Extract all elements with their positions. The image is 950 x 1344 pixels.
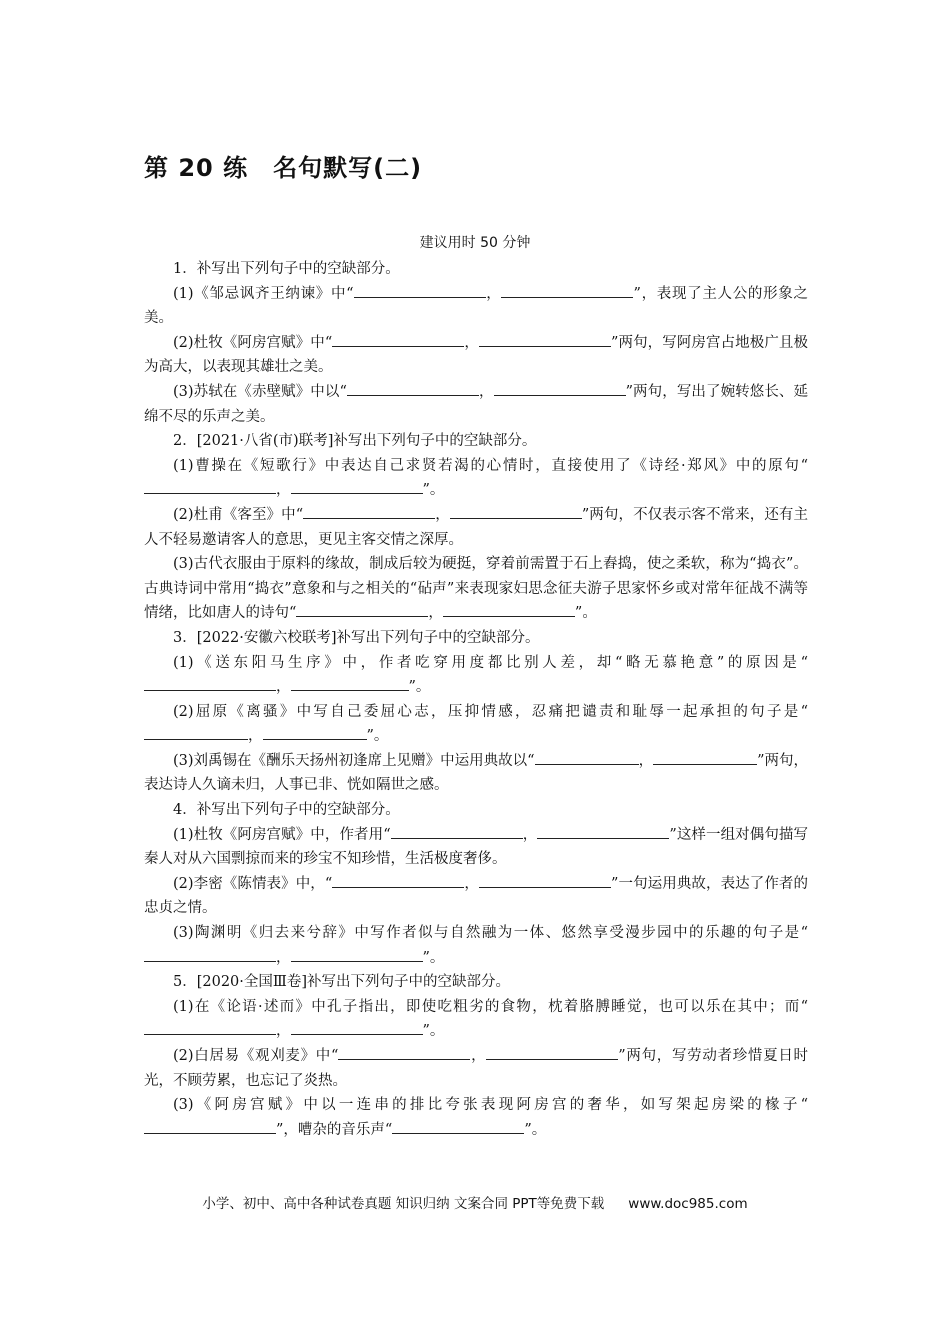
question-5-stem: 5．[2020·全国Ⅲ卷]补写出下列句子中的空缺部分。: [173, 974, 511, 991]
answer-blank[interactable]: [535, 751, 639, 765]
question-3-item-2: (2)屈原《离骚》中写自己委屈心志，压抑情感，忍痛把谴责和耻辱一起承担的句子是“， ”。: [144, 700, 808, 749]
answer-blank[interactable]: [479, 333, 611, 347]
answer-blank[interactable]: [291, 1021, 423, 1035]
answer-blank[interactable]: [354, 284, 486, 298]
answer-blank[interactable]: [537, 825, 669, 839]
answer-blank[interactable]: [291, 677, 409, 691]
answer-blank[interactable]: [332, 874, 464, 888]
page-footer: [0, 1192, 950, 1212]
question-1-item-1: (1)《邹忌讽齐王纳谏》中“ ， ”，表现了主人公的形象之美。: [144, 285, 809, 327]
question-5-item-1: (1)在《论语·述而》中孔子指出，即使吃粗劣的食物，枕着胳膊睡觉，也可以乐在其中；而“， ”。: [144, 995, 808, 1044]
question-5-item-2: (2)白居易《观刈麦》中“ ， ”两句，写劳动者珍惜夏日时光，不顾劳累，也忘记了炎热。: [144, 1048, 809, 1089]
question-4-item-2: (2)李密《陈情表》中，“ ， ”一句运用典故，表达了作者的忠贞之情。: [144, 875, 809, 917]
answer-blank[interactable]: [144, 1120, 276, 1134]
answer-blank[interactable]: [296, 603, 428, 617]
question-2-item-1: (1)曹操在《短歌行》中表达自己求贤若渴的心情时，直接使用了《诗经·郑风》中的原句“， ”。: [144, 454, 808, 503]
answer-blank[interactable]: [144, 726, 248, 740]
answer-blank[interactable]: [144, 480, 276, 494]
answer-blank[interactable]: [347, 382, 479, 396]
footer-text: 小学、初中、高中各种试卷真题 知识归纳 文案合同 PPT等免费下载: [202, 1196, 605, 1212]
answer-blank[interactable]: [144, 948, 276, 962]
question-3-item-3: (3)刘禹锡在《酬乐天扬州初逢席上见赠》中运用典故以“ ， ”两句，表达诗人久谪未归，人事已非、恍如隔世之感。: [144, 752, 809, 794]
exercise-content: [144, 257, 808, 1142]
question-4-item-1: (1)杜牧《阿房宫赋》中，作者用“ ， ”这样一组对偶句描写秦人对从六国剽掠而来的珍宝不知珍惜，生活极度奢侈。: [144, 826, 809, 868]
time-suggestion: 建议用时 50 分钟: [419, 235, 531, 251]
question-2-item-2: (2)杜甫《客至》中“ ， ”两句，不仅表示客不常来，还有主人不轻易邀请客人的意思，更见主客交情之深厚。: [144, 506, 808, 548]
answer-blank[interactable]: [450, 505, 582, 519]
question-2-stem: 2．[2021·八省(市)联考]补写出下列句子中的空缺部分。: [173, 433, 537, 450]
question-3-stem: 3．[2022·安徽六校联考]补写出下列句子中的空缺部分。: [173, 629, 540, 646]
question-3-item-1: (1)《送东阳马生序》中，作者吃穿用度都比别人差，却“略无慕艳意”的原因是“， ”。: [144, 651, 808, 700]
question-1-stem: 1．补写出下列句子中的空缺部分。: [173, 261, 400, 277]
question-1-item-2: (2)杜牧《阿房宫赋》中“ ， ”两句，写阿房宫占地极广且极为高大，以表现其雄壮之美。: [144, 334, 809, 376]
question-1-item-3: (3)苏轼在《赤壁赋》中以“ ， ”两句，写出了婉转悠长、延绵不尽的乐声之美。: [144, 383, 808, 425]
answer-blank[interactable]: [332, 333, 464, 347]
page-title: 第 20 练 名句默写(二): [144, 154, 423, 182]
answer-blank[interactable]: [391, 825, 523, 839]
footer-link[interactable]: www.doc985.com: [628, 1196, 748, 1212]
answer-blank[interactable]: [443, 603, 575, 617]
question-4-item-3: (3)陶渊明《归去来兮辞》中写作者似与自然融为一体、悠然享受漫步园中的乐趣的句子是“， ”。: [144, 921, 808, 970]
answer-blank[interactable]: [144, 1021, 276, 1035]
answer-blank[interactable]: [144, 677, 276, 691]
answer-blank[interactable]: [338, 1046, 470, 1060]
answer-blank[interactable]: [494, 382, 626, 396]
question-4-stem: 4．补写出下列句子中的空缺部分。: [173, 802, 400, 819]
answer-blank[interactable]: [291, 948, 423, 962]
answer-blank[interactable]: [291, 480, 423, 494]
answer-blank[interactable]: [486, 1046, 618, 1060]
answer-blank[interactable]: [479, 874, 611, 888]
answer-blank[interactable]: [263, 726, 367, 740]
question-2-item-3: (3)古代衣服由于原料的缘故，制成后较为硬挺，穿着前需置于石上舂捣，使之柔软，称为“捣衣”。古典诗词中常用“捣衣”意象和与之相关的“砧声”来表现家妇思念征夫游子思家怀乡或对常年征战不满等情绪，比如唐人的诗句“ ， ”。: [144, 556, 808, 622]
answer-blank[interactable]: [392, 1120, 524, 1134]
question-5-item-3: (3)《阿房宫赋》中以一连串的排比夸张表现阿房宫的奢华，如写架起房梁的椽子“”，嘈杂的音乐声“ ”。: [144, 1093, 808, 1142]
answer-blank[interactable]: [501, 284, 633, 298]
answer-blank[interactable]: [653, 751, 757, 765]
answer-blank[interactable]: [303, 505, 435, 519]
